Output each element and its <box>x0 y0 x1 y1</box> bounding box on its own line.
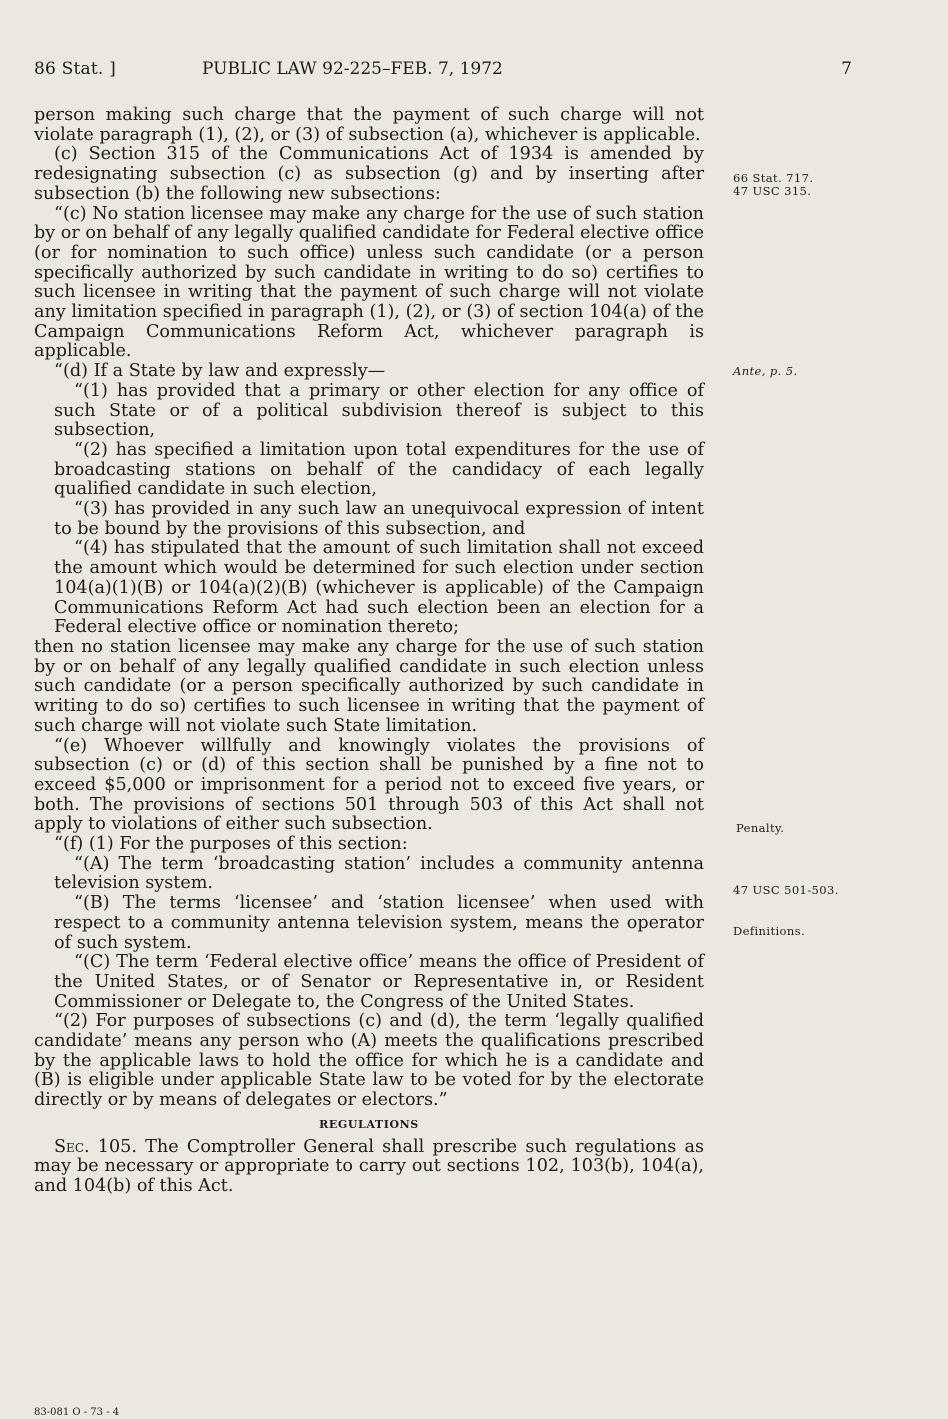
definition-b: “(B) The terms ‘licensee’ and ‘station licensee’ when used with respect to a community antenna television system, means the operator of such system. <box>54 893 704 953</box>
clause-d-4: “(4) has stipulated that the amount of such limitation shall not exceed the amount which would be determined for such election under section 104(a)(1)(B) or 104(a)(2)(B) (whichever is applicable) of the Campaign Communications Reform Act had such election been an election for a Federal elective office or nomination thereto; <box>54 538 704 638</box>
definition-a: “(A) The term ‘broadcasting station’ includes a community antenna television system. <box>54 853 704 894</box>
page-number: 7 <box>841 59 852 79</box>
regulations-heading: REGULATIONS <box>319 1117 419 1131</box>
margin-note-definitions: Definitions. <box>733 924 806 938</box>
paragraph-continuation: person making such charge that the payment of such charge will not violate paragraph (1), (2), or (3) of subsection (a), whichever is applicable. <box>34 105 704 145</box>
statute-volume: 86 Stat. ] <box>34 59 116 79</box>
clause-d-2: “(2) has specified a limitation upon total expenditures for the use of broadcasting stations on behalf of the candidacy of each legally qualified candidate in such election, <box>54 439 704 500</box>
section-105-text: The Comptroller General shall prescribe such regulations as may be necessary or appropriate to carry out sections 102, 103(b), 104(a), and 104(b) of this Act. <box>34 1136 704 1196</box>
margin-note-stat <box>733 172 813 198</box>
paragraph-d-conclusion: then no station licensee may make any charge for the use of such station by or on behalf of any legally qualified candidate in such election unless such candidate (or a person specifically authorized by such candidate in writing to do so) certifies to such licensee in writing that the payment of such charge will not violate such State limitation. <box>34 636 704 736</box>
paragraph-new-e: “(e) Whoever willfully and knowingly violates the provisions of subsection (c) or (d) of this section shall be punished by a fine not to exceed $5,000 or imprisonment for a period not to exceed five years, or both. The provisions of sections 501 through 503 of this Act shall not apply to violations of either such subsection. <box>34 735 704 835</box>
definition-c: “(C) The term ‘Federal elective office’ means the office of President of the United States, or of Senator or Representative in, or Resident Commissioner or Delegate to, the Congress of the United States. <box>54 952 704 1012</box>
margin-note-stat-line1: 66 Stat. 717. <box>733 171 814 185</box>
page-header <box>34 59 852 85</box>
paragraph-new-f: “(f) (1) For the purposes of this section: <box>54 834 408 855</box>
section-105-label: Sec. 105. <box>54 1136 137 1157</box>
running-title: PUBLIC LAW 92-225–FEB. 7, 1972 <box>202 59 503 79</box>
footer-print-code: 83-081 O - 73 - 4 <box>34 1407 120 1418</box>
clause-d-1: “(1) has provided that a primary or other election for any office of such State or of a political subdivision thereof is subject to this subsection, <box>54 380 704 441</box>
margin-note-ante: Ante, p. 5. <box>733 364 798 378</box>
paragraph-new-c: “(c) No station licensee may make any charge for the use of such station by or on behalf of any legally qualified candidate for Federal elective office (or for nomination to such office) unless such candidate (or a person specifically authorized by such candidate in writing to do so) certifies to such licensee in writing that the payment of such charge will not violate any limitation specified in paragraph (1), (2), or (3) of section 104(a) of the Campaign Communications Reform Act, whichever paragraph is applicable. <box>34 203 704 362</box>
margin-note-usc: 47 USC 501-503. <box>733 883 839 897</box>
clause-d-3: “(3) has provided in any such law an unequivocal expression of intent to be bound by the provisions of this subsection, and <box>54 499 704 539</box>
margin-note-penalty: Penalty. <box>736 821 785 835</box>
margin-note-stat-line2: 47 USC 315. <box>733 184 812 198</box>
paragraph-subsection-c: (c) Section 315 of the Communications Act of 1934 is amended by redesignating subsection (c) as subsection (g) and by inserting after subsection (b) the following new subsections: <box>34 144 704 204</box>
section-105 <box>34 1138 704 1197</box>
paragraph-new-d: “(d) If a State by law and expressly— <box>54 361 386 382</box>
paragraph-f-2: “(2) For purposes of subsections (c) and (d), the term ‘legally qualified candidate’ means any person who (A) meets the qualifications prescribed by the applicable laws to hold the office for which he is a candidate and (B) is eligible under applicable State law to be voted for by the electorate directly or by means of delegates or electors.” <box>34 1011 704 1111</box>
statute-text <box>34 106 704 1197</box>
